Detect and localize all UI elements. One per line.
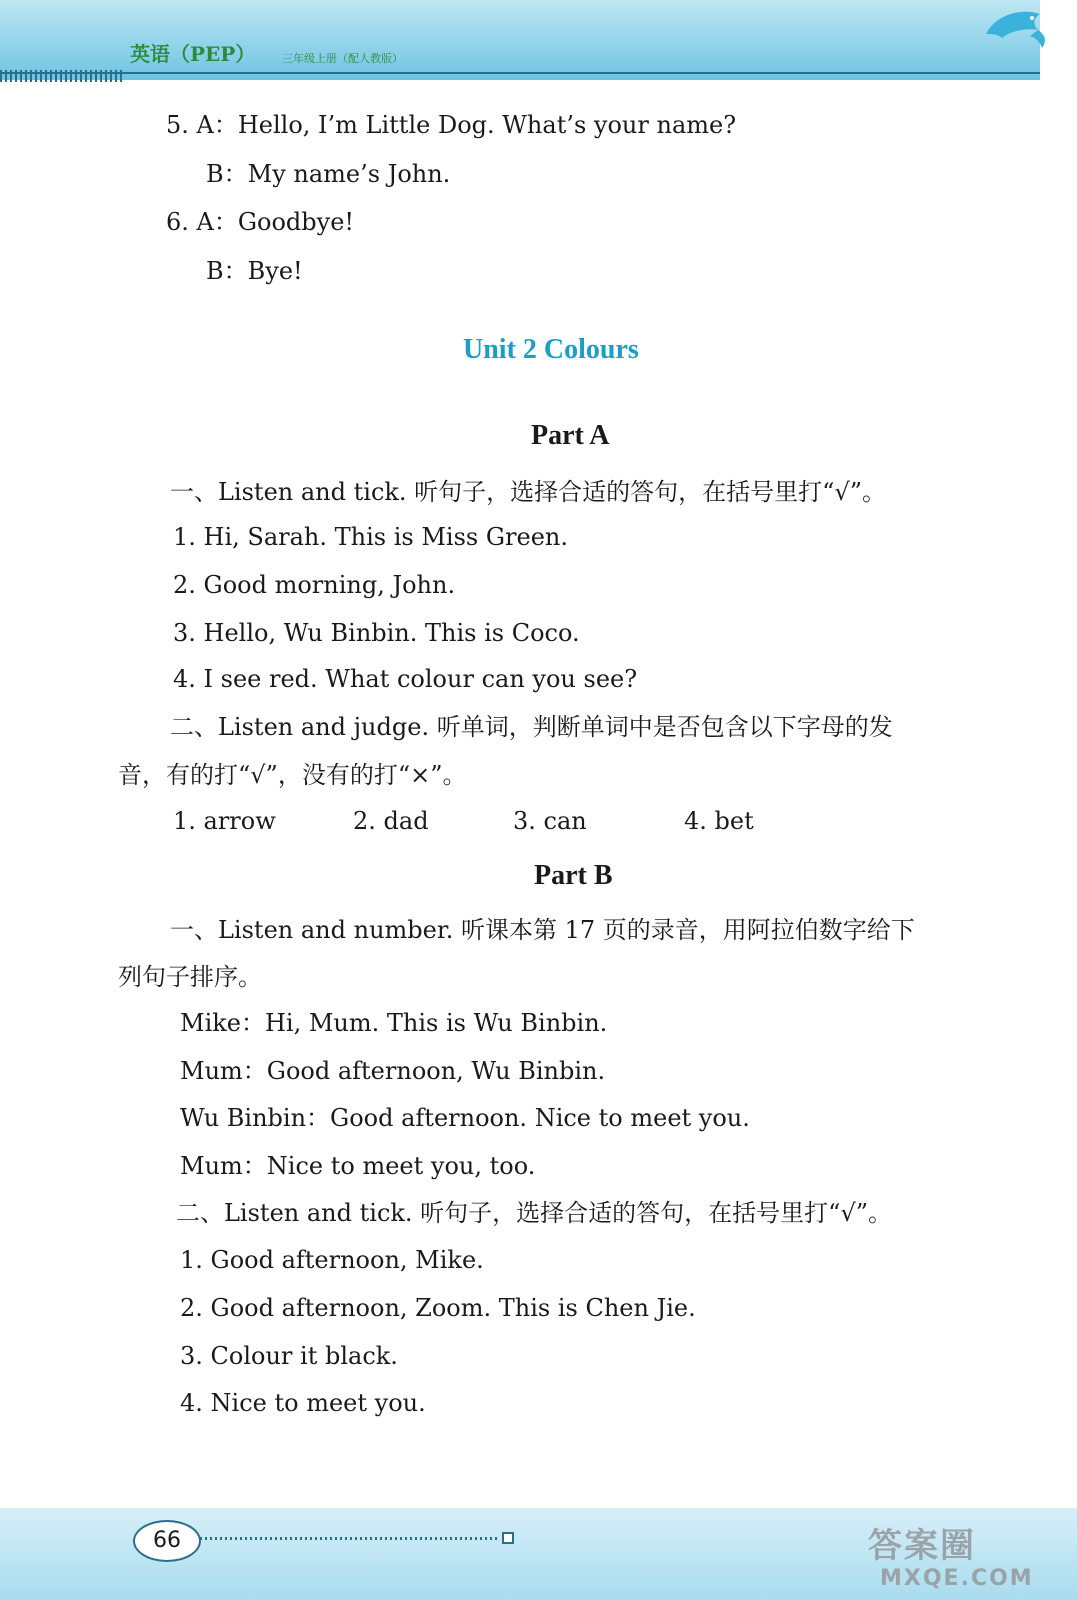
part-b-title: Part B [534,860,613,891]
dialogue-6-b: B：Bye! [206,257,303,285]
part-a-item-3: 3. Hello, Wu Binbin. This is Coco. [173,619,580,647]
part-a-word-4: 4. bet [684,807,754,835]
header-title: 英语（PEP） [130,42,256,66]
page-number: 66 [133,1520,201,1562]
dialogue-6-a: 6. A：Goodbye! [166,208,355,236]
part-b-dialogue-line-4: Mum：Nice to meet you, too. [180,1152,536,1180]
unit-title: Unit 2 Colours [463,334,639,365]
part-b-item-1: 1. Good afternoon, Mike. [180,1246,484,1274]
footer-square-marker [502,1532,514,1544]
header-tick-marks [0,70,122,82]
part-b-section1-heading-line1: 一、Listen and number. 听课本第 17 页的录音，用阿拉伯数字给下 [170,916,915,944]
part-b-item-3: 3. Colour it black. [180,1342,398,1370]
part-a-item-4: 4. I see red. What colour can you see? [173,665,638,693]
part-a-item-1: 1. Hi, Sarah. This is Miss Green. [173,523,568,551]
part-a-word-1: 1. arrow [173,807,276,835]
part-b-section2-heading: 二、Listen and tick. 听句子，选择合适的答句，在括号里打“√”。 [176,1199,893,1227]
part-a-word-2: 2. dad [353,807,429,835]
header-rule [0,72,1040,74]
part-b-dialogue-line-2: Mum：Good afternoon, Wu Binbin. [180,1057,606,1085]
part-a-item-2: 2. Good morning, John. [173,571,456,599]
dolphin-mascot-icon [982,4,1052,52]
part-a-section2-heading-line1: 二、Listen and judge. 听单词，判断单词中是否包含以下字母的发 [170,713,893,741]
part-b-dialogue-line-1: Mike：Hi, Mum. This is Wu Binbin. [180,1009,608,1037]
footer-dotted-rule [200,1537,500,1540]
watermark-logo: 答案圈 [868,1526,976,1566]
dialogue-5-b: B：My name’s John. [206,160,451,188]
header-subtitle: 三年级上册（配人教版） [282,52,403,65]
watermark-url: MXQE.COM [880,1566,1034,1591]
part-b-item-4: 4. Nice to meet you. [180,1389,426,1417]
part-b-item-2: 2. Good afternoon, Zoom. This is Chen Jie. [180,1294,696,1322]
part-b-dialogue-line-3: Wu Binbin：Good afternoon. Nice to meet you. [180,1104,750,1132]
dialogue-5-a: 5. A：Hello, I’m Little Dog. What’s your name? [166,111,737,139]
part-a-word-3: 3. can [513,807,587,835]
part-a-section2-heading-line2: 音，有的打“√”，没有的打“×”。 [118,761,467,789]
part-a-section1-heading: 一、Listen and tick. 听句子，选择合适的答句，在括号里打“√”。 [170,478,887,506]
part-a-title: Part A [531,420,610,451]
part-b-section1-heading-line2: 列句子排序。 [118,963,262,991]
